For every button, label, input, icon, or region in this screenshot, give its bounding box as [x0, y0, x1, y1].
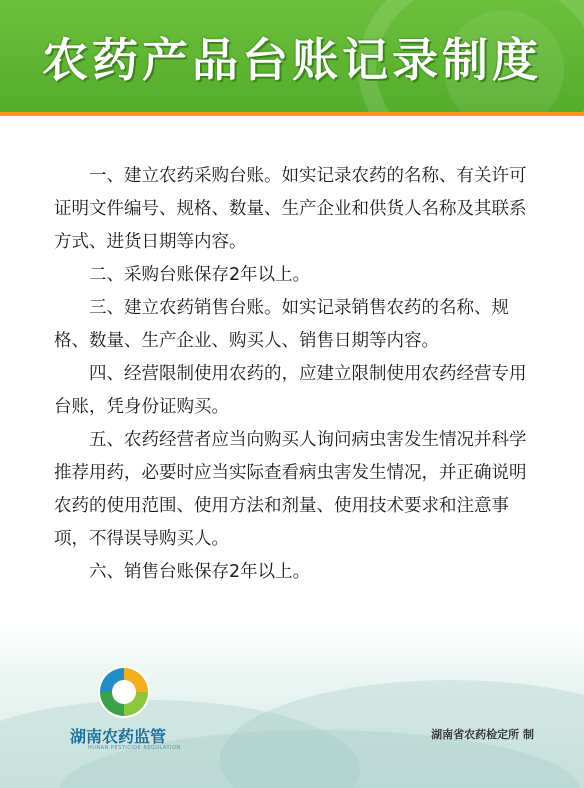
regulation-content — [54, 160, 536, 589]
header-banner — [0, 0, 584, 112]
publisher-credit: 湖南省农药检定所 制 — [431, 728, 534, 741]
logo-text: 湖南农药监管 — [70, 727, 167, 746]
footer-landscape — [0, 620, 584, 788]
paragraph-2: 二、采购台账保存2年以上。 — [89, 265, 311, 285]
paragraph-5: 五、农药经营者应当向购买人询问病虫害发生情况并科学推荐用药，必要时应当实际查看病虫害发生情况，并正确说明农药的使用范围、使用方法和剂量、使用技术要求和注意事项，不得误导购买人。 — [54, 430, 527, 549]
paragraph-6: 六、销售台账保存2年以上。 — [89, 562, 311, 582]
hunan-pesticide-logo-icon — [96, 664, 152, 720]
paragraph-4: 四、经营限制使用农药的，应建立限制使用农药经营专用台账，凭身份证购买。 — [54, 364, 527, 417]
page-title: 农药产品台账记录制度 — [42, 33, 542, 87]
paragraph-1: 一、建立农药采购台账。如实记录农药的名称、有关许可证明文件编号、规格、数量、生产企业和供货人名称及其联系方式、进货日期等内容。 — [54, 166, 527, 252]
header-divider — [0, 112, 584, 116]
paragraph-3: 三、建立农药销售台账。如实记录销售农药的名称、规格、数量、生产企业、购买人、销售日期等内容。 — [54, 298, 509, 351]
logo-subtext: HUNAN PESTICIDE REGULATION — [88, 745, 181, 751]
